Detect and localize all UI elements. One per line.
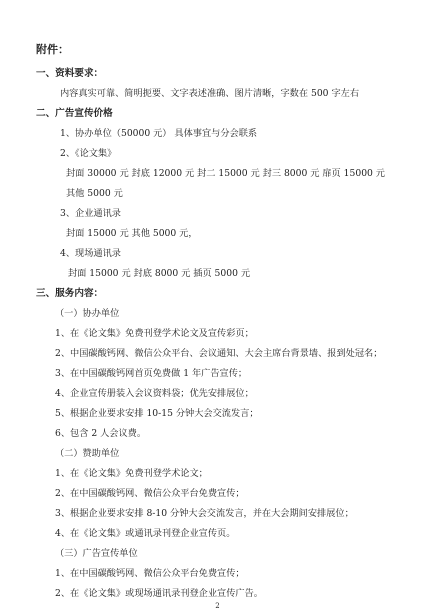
page-number: 2 [215,602,220,610]
list-item: 3、根据企业要求安排 8-10 分钟大会交流发言，并在大会期间安排展位； [55,508,354,519]
list-item: 2、中国碳酸钙网、微信公众平台、会议通知、大会主席台背景墙、报到处冠名； [55,348,383,359]
document-title: 附件： [36,43,69,56]
list-item: 4、企业宣传册装入会议资料袋；优先安排展位； [55,388,254,399]
section-heading: 一、资料要求： [36,68,104,79]
paragraph: 1、协办单位（50000 元） 具体事宜与分会联系 [60,128,258,139]
list-item: 1、在《论文集》免费刊登学术论文； [55,468,208,479]
list-item: 3、在中国碳酸钙网首页免费做 1 年广告宣传； [55,368,248,379]
list-item: 1、在中国碳酸钙网、微信公众平台免费宣传； [55,568,245,579]
group-title: （一）协办单位 [55,308,120,319]
paragraph: 4、现场通讯录 [60,248,121,259]
list-item: 4、在《论文集》或通讯录刊登企业宣传页。 [55,528,236,539]
price-row: 封面 15000 元 封底 8000 元 插页 5000 元 [68,268,251,279]
section-heading: 三、服务内容： [36,288,104,299]
group-title: （三）广告宣传单位 [55,548,138,559]
price-row: 其他 5000 元 [66,188,123,199]
list-item: 2、在《论文集》或现场通讯录刊登企业宣传广告。 [55,588,263,599]
list-item: 6、包含 2 人会议费。 [55,428,147,439]
paragraph: 3、企业通讯录 [60,208,121,219]
list-item: 5、根据企业要求安排 10-15 分钟大会交流发言； [55,408,259,419]
price-row: 封面 15000 元 其他 5000 元， [66,228,198,239]
paragraph: 内容真实可靠、简明扼要、文字表述准确、图片清晰，字数在 500 字左右 [60,88,360,99]
group-title: （二）赞助单位 [55,448,120,459]
paragraph: 2、《论文集》 [60,148,117,159]
list-item: 1、在《论文集》免费刊登学术论文及宣传彩页； [55,328,254,339]
list-item: 2、在中国碳酸钙网、微信公众平台免费宣传； [55,488,245,499]
section-heading: 二、广告宣传价格 [36,108,113,119]
price-row: 封面 30000 元 封底 12000 元 封二 15000 元 封三 8000 元 扉页 15000 元 [66,168,385,179]
